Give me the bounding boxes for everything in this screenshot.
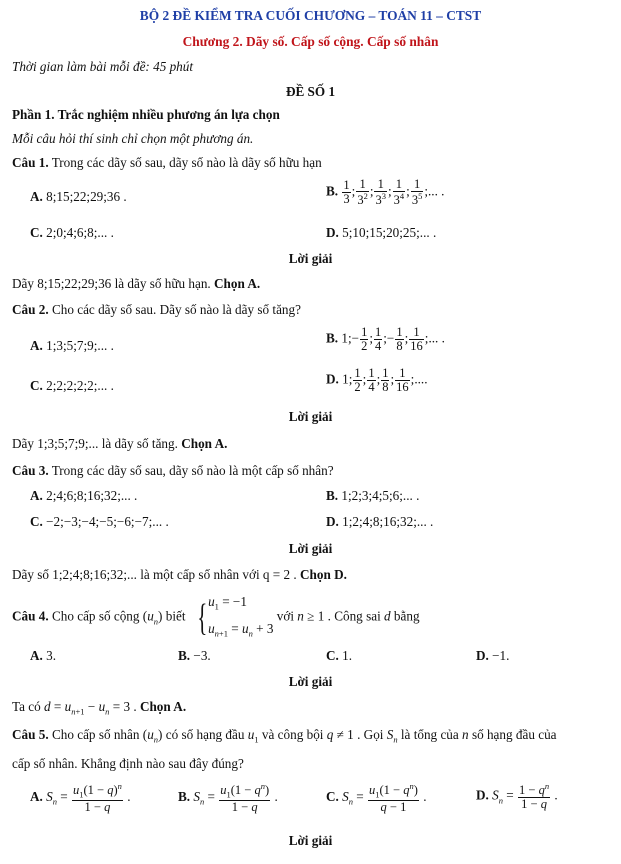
q5-stem-line1: Câu 5. Cho cấp số nhân $(u_n)$ có số hạng đầu $u_1$ và công bội q ≠ 1 . Gọi $S_n$ là tổng của n số hạng đầu của	[12, 727, 557, 745]
q3-option-d: D. 1;2;4;8;16;32;... .	[326, 514, 434, 529]
doc-subtitle: Chương 2. Dãy số. Cấp số cộng. Cấp số nhân	[182, 34, 439, 49]
q5-option-b: B. $S_n$ = $\frac{u_1(1 - q^n)}{1 - q}$ .	[178, 781, 278, 814]
q1-solution-label: Lời giải	[288, 251, 333, 266]
q4-solution: Ta có $d = u_{n+1} - u_n = 3$ . Chọn A.	[12, 699, 187, 717]
q4-option-b: B. −3.	[178, 648, 211, 663]
part1-note: Mỗi câu hỏi thí sinh chỉ chọn một phương án.	[12, 131, 254, 146]
time-note: Thời gian làm bài mỗi đề: 45 phút	[12, 59, 194, 74]
q2-option-a: A. 1;3;5;7;9;... .	[30, 338, 114, 353]
doc-title: BỘ 2 ĐỀ KIỂM TRA CUỐI CHƯƠNG – TOÁN 11 – CTST	[139, 8, 482, 23]
q1-solution: Dãy 8;15;22;29;36 là dãy số hữu hạn. Chọn A.	[12, 276, 261, 291]
q5-option-d: D. $S_n$ = $\frac{1 - q^n}{1 - q}$ .	[476, 781, 558, 812]
q4-option-d: D. −1.	[476, 648, 510, 663]
q2-option-d: D. 1; $\frac{1}{2}$ ; $\frac{1}{4}$ ; $\frac{1}{8}$ ; $\frac{1}{16}$ ;....	[326, 366, 428, 395]
q3-option-b: B. 1;2;3;4;5;6;... .	[326, 488, 420, 503]
q1-option-c: C. 2;0;4;6;8;... .	[30, 225, 114, 240]
q1-option-b: B. $\frac{1}{3}$ ; $\frac{1}{3^2}$ ; $\frac{1}{3^3}$ ; $\frac{1}{3^4}$ ; $\frac{1}{3^5}$ ;... .	[326, 177, 445, 208]
q3-stem: Câu 3. Trong các dãy số sau, dãy số nào là một cấp số nhân?	[12, 463, 334, 478]
q5-stem-line2: cấp số nhân. Khẳng định nào sau đây đúng?	[12, 756, 244, 771]
q5-option-a: A. $S_n$ = $\frac{u_1(1 - q)^n}{1 - q}$ .	[30, 781, 131, 814]
q5-solution-label: Lời giải	[288, 833, 333, 848]
q2-option-c: C. 2;2;2;2;2;... .	[30, 378, 114, 393]
exam-number: ĐỀ SỐ 1	[285, 84, 336, 99]
q3-option-a: A. 2;4;6;8;16;32;... .	[30, 488, 138, 503]
q4-option-a: A. 3.	[30, 648, 57, 663]
q4-option-c: C. 1.	[326, 648, 353, 663]
q3-solution-label: Lời giải	[288, 541, 333, 556]
q1-option-a: A. 8;15;22;29;36 .	[30, 189, 127, 204]
q2-option-b: B. 1;− $\frac{1}{2}$ ; $\frac{1}{4}$ ;− $\frac{1}{8}$ ; $\frac{1}{16}$ ;... .	[326, 325, 445, 354]
q2-solution-label: Lời giải	[288, 409, 333, 424]
q4-solution-label: Lời giải	[288, 674, 333, 689]
q2-stem: Câu 2. Cho các dãy số sau. Dãy số nào là dãy số tăng?	[12, 302, 301, 317]
q1-stem: Câu 1. Trong các dãy số sau, dãy số nào là dãy số hữu hạn	[12, 155, 322, 170]
part1-title: Phần 1. Trắc nghiệm nhiều phương án lựa chọn	[12, 107, 280, 122]
q3-option-c: C. −2;−3;−4;−5;−6;−7;... .	[30, 514, 169, 529]
q5-option-c: C. $S_n$ = $\frac{u_1(1 - q^n)}{q - 1}$ .	[326, 781, 427, 814]
q2-solution: Dãy 1;3;5;7;9;... là dãy số tăng. Chọn A.	[12, 436, 228, 451]
q4-stem: Câu 4. Cho cấp số cộng $(u_n)$ biết { $u_1 = -1$ $u_{n+1} = u_n + 3$ với n ≥ 1 . Công sai d bằng	[12, 594, 420, 639]
q1-option-d: D. 5;10;15;20;25;... .	[326, 225, 437, 240]
q3-solution: Dãy số 1;2;4;8;16;32;... là một cấp số nhân với q = 2 . Chọn D.	[12, 567, 347, 582]
